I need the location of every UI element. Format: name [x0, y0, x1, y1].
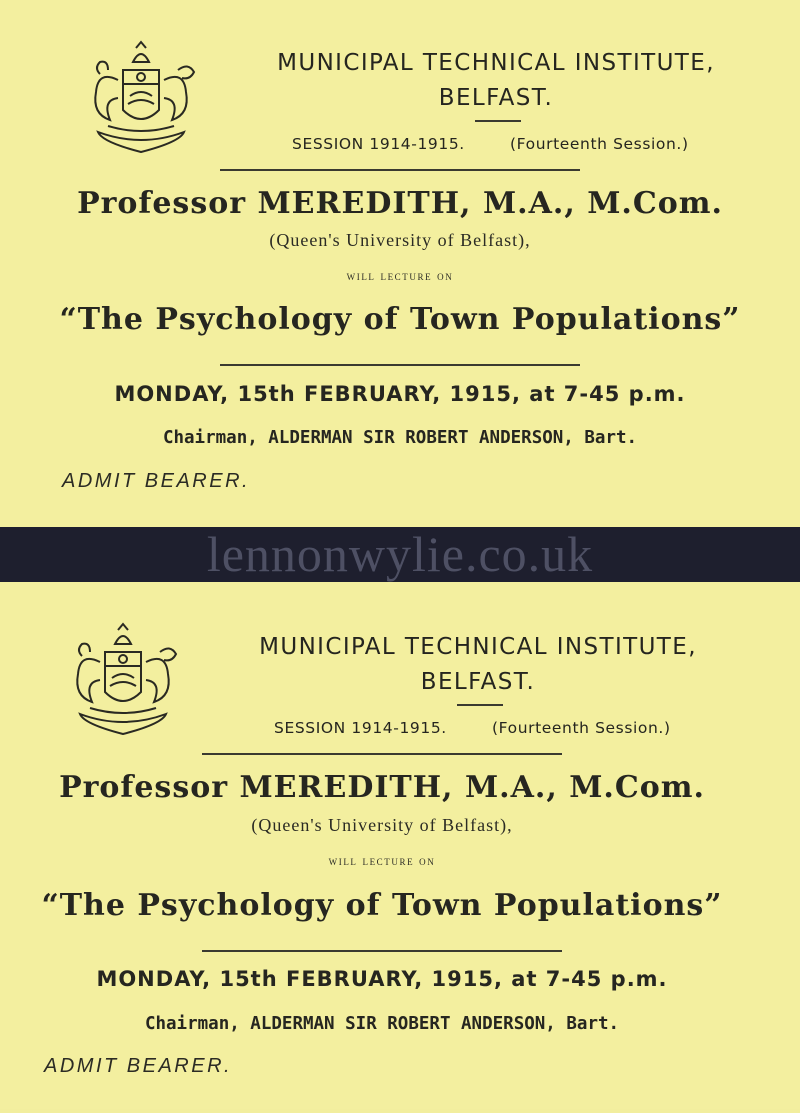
belfast-coat-of-arms-icon	[60, 622, 186, 742]
chairman-line: Chairman, ALDERMAN SIR ROBERT ANDERSON, Bart.	[144, 1014, 620, 1034]
lecture-date: MONDAY, 15th FEBRUARY, 1915, at 7-45 p.m.	[96, 967, 668, 991]
admit-bearer: ADMIT BEARER.	[62, 470, 251, 492]
watermark-text: lennonwylie.co.uk	[206, 526, 594, 582]
institute-name: MUNICIPAL TECHNICAL INSTITUTE,	[277, 50, 715, 76]
institute-city: BELFAST.	[420, 669, 536, 695]
lecturer-name: Professor MEREDITH, M.A., M.Com.	[77, 186, 723, 221]
session-label: SESSION 1914-1915.	[292, 135, 465, 153]
lecturer-name: Professor MEREDITH, M.A., M.Com.	[59, 770, 705, 805]
session-note: (Fourteenth Session.)	[510, 135, 689, 153]
will-lecture-on: will lecture on	[346, 268, 454, 283]
lecture-date: MONDAY, 15th FEBRUARY, 1915, at 7-45 p.m.	[114, 382, 686, 406]
institute-name: MUNICIPAL TECHNICAL INSTITUTE,	[259, 634, 697, 660]
lecture-title: “The Psychology of Town Populations”	[41, 888, 723, 923]
chairman-line: Chairman, ALDERMAN SIR ROBERT ANDERSON, Bart.	[162, 428, 638, 448]
divider	[457, 704, 503, 706]
will-lecture-on: will lecture on	[328, 853, 436, 868]
divider	[220, 169, 580, 171]
divider	[220, 364, 580, 366]
divider	[202, 753, 562, 755]
university-affiliation: (Queen's University of Belfast),	[251, 815, 513, 835]
divider	[475, 120, 521, 122]
belfast-coat-of-arms-icon	[78, 40, 204, 160]
institute-city: BELFAST.	[438, 85, 554, 111]
session-label: SESSION 1914-1915.	[274, 719, 447, 737]
divider	[202, 950, 562, 952]
university-affiliation: (Queen's University of Belfast),	[269, 230, 531, 250]
lecture-title: “The Psychology of Town Populations”	[59, 302, 741, 337]
session-note: (Fourteenth Session.)	[492, 719, 671, 737]
admit-bearer: ADMIT BEARER.	[44, 1055, 233, 1077]
